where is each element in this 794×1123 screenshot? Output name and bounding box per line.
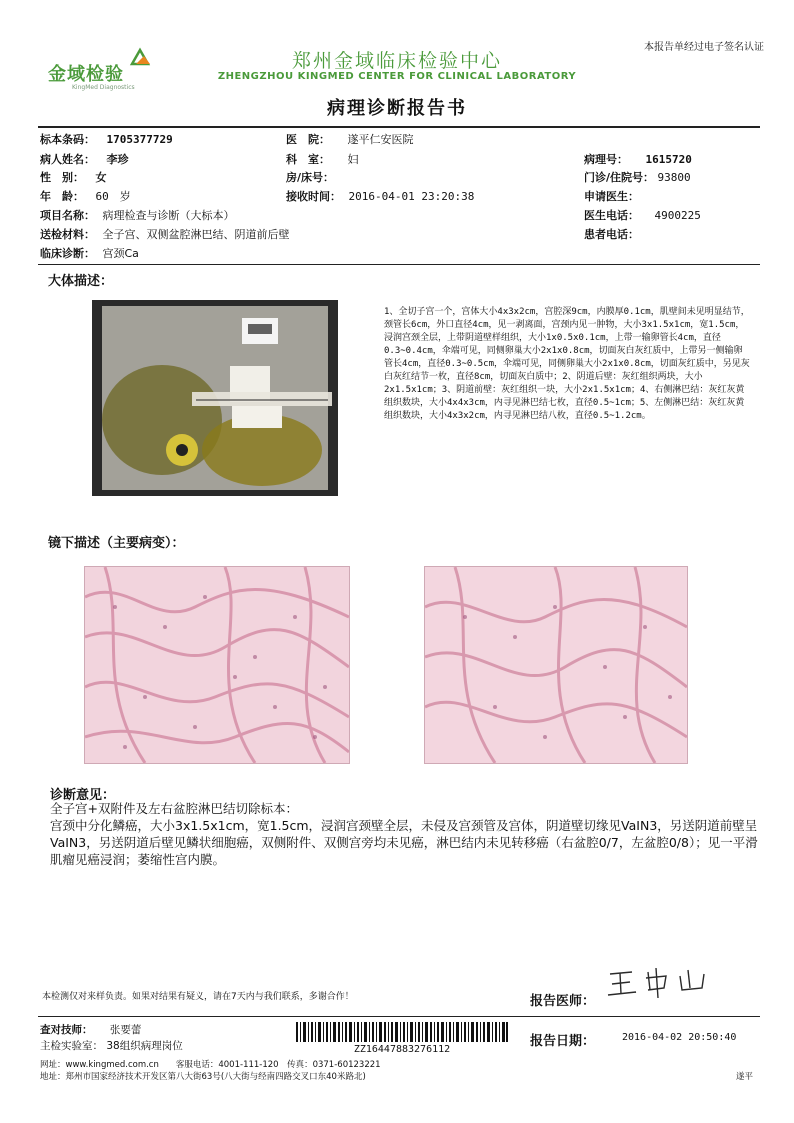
age-label: 年 龄： <box>40 190 84 203</box>
pathology-no-value: 1615720 <box>645 153 692 166</box>
sex-value: 女 <box>95 171 107 184</box>
barcode-number: ZZ16447883276112 <box>353 1044 451 1055</box>
logo-subtext: KingMed Diagnostics <box>72 84 135 91</box>
patient-row <box>40 152 129 168</box>
material-row <box>40 227 290 243</box>
lab-label: 主检实验室： <box>40 1040 103 1052</box>
sample-code-value: 1705377729 <box>106 133 173 146</box>
doctor-phone-value: 4900225 <box>654 209 701 222</box>
received-label: 接收时间： <box>286 190 341 203</box>
item-row <box>40 208 235 224</box>
room-label: 房/床号： <box>286 171 335 184</box>
diagnosis-title: 诊断意见： <box>50 788 116 803</box>
doctor-signature <box>606 966 716 1000</box>
received-row <box>286 189 474 205</box>
received-value: 2016-04-01 23:20:38 <box>348 190 475 203</box>
micro-image-right <box>424 566 688 764</box>
dept-label: 科 室： <box>286 153 330 166</box>
sample-code-row <box>40 132 173 148</box>
doctor-phone-row <box>584 208 701 224</box>
item-value: 病理检查与诊断（大标本） <box>102 209 235 222</box>
specimen-bag-image <box>92 300 338 496</box>
hospital-label: 医 院： <box>286 133 330 146</box>
micro-image-left <box>84 566 350 764</box>
histology-image-left <box>85 567 349 763</box>
material-label: 送检材料： <box>40 228 95 241</box>
center-name-cn: 郑州金域临床检验中心 <box>291 50 502 72</box>
pathology-no-row <box>584 152 692 168</box>
header-divider <box>38 126 760 128</box>
report-date-label: 报告日期： <box>530 1034 596 1049</box>
pathology-no-label: 病理号： <box>584 153 628 166</box>
hospital-value: 遂平仁安医院 <box>347 133 414 146</box>
checker-value: 张要蕾 <box>109 1024 142 1036</box>
dept-value: 妇 <box>347 153 359 166</box>
sex-row <box>40 170 107 186</box>
clinical-row <box>40 246 139 262</box>
applicant-row <box>584 189 639 205</box>
sex-label: 性 别： <box>40 171 84 184</box>
website-line: 网址：www.kingmed.com.cn 客服电话：4001-111-120 传真：0371-60123221 <box>40 1060 381 1070</box>
disclaimer: 本检测仅对来样负责。如果对结果有疑义，请在7天内与我们联系，多谢合作！ <box>42 992 354 1002</box>
dept-row <box>286 152 359 168</box>
patient-value: 李珍 <box>106 153 129 166</box>
footer-divider <box>38 1016 760 1017</box>
room-row <box>286 170 334 186</box>
outpatient-label: 门诊/住院号： <box>584 171 655 184</box>
applicant-label: 申请医生： <box>584 190 639 203</box>
logo-text: 金域检验 <box>48 64 124 85</box>
checker-label: 查对技师： <box>40 1024 93 1036</box>
micro-title: 镜下描述（主要病变）： <box>48 536 185 551</box>
outpatient-value: 93800 <box>657 171 691 184</box>
info-divider <box>38 264 760 265</box>
center-name-en: ZHENGZHOU KINGMED CENTER FOR CLINICAL LABORATORY <box>217 71 577 82</box>
address-line: 地址：郑州市国家经济技术开发区第八大街63号(八大街与经南四路交叉口东40米路北) <box>40 1072 366 1082</box>
report-title: 病理诊断报告书 <box>327 98 467 119</box>
clinical-label: 临床诊断： <box>40 247 95 260</box>
report-date-value: 2016-04-02 20:50:40 <box>622 1032 737 1043</box>
patient-phone-row <box>584 227 639 243</box>
checker-row <box>40 1022 141 1037</box>
specimen-photo <box>92 300 338 496</box>
report-doctor-label: 报告医师： <box>530 994 596 1009</box>
sample-code-label: 标本条码： <box>40 133 95 146</box>
age-row <box>40 189 131 205</box>
signature-note: 本报告单经过电子签名认证 <box>644 42 764 53</box>
patient-phone-label: 患者电话： <box>584 228 639 241</box>
item-label: 项目名称： <box>40 209 95 222</box>
gross-description: 1、全切子宫一个，宫体大小4x3x2cm，宫腔深9cm，内膜厚0.1cm，肌壁间未见明显结节，颈管长6cm，外口直径4cm，见一剥离面，宫颈内见一肿物，大小3x1.5x1cm，宽1.5cm，浸润宫颈全层，上带阴道壁样组织，大小1x0.5x0.1cm，上带一输卵管长4cm，直径0.3~0.4cm，伞端可见，同侧卵巢大小2x1x0.8cm，切面灰白灰红质中，上带另一侧输卵管长4cm，直径0.3~0.5cm，伞端可见，同侧卵巢大小2x1x0.8cm，切面灰红质中，另见灰白灰红结节一枚，直径8cm，切面灰白质中；2、阴道后壁：灰红组织两块，大小2x1.5x1cm；3、阴道前壁：灰红组织一块，大小2x1.5x1cm；4、右侧淋巴结：灰红灰黄组织数块，大小4x4x3cm，内寻见淋巴结七枚，直径0.5~1cm；5、左侧淋巴结：灰红灰黄组织数块，大小4x3x2cm，内寻见淋巴结八枚，直径0.5~1.2cm。 <box>384 307 750 421</box>
patient-label: 病人姓名： <box>40 153 95 166</box>
barcode-icon <box>296 1022 508 1042</box>
outpatient-row <box>584 170 691 186</box>
lab-value: 38组织病理岗位 <box>106 1040 183 1052</box>
age-value: 60 岁 <box>95 190 131 203</box>
diagnosis-line-1: 全子宫+双附件及左右盆腔淋巴结切除标本： <box>50 801 298 816</box>
corner-mark: 遂平 <box>736 1072 754 1082</box>
diagnosis-line-2: 宫颈中分化鳞癌，大小3x1.5x1cm，宽1.5cm，浸润宫颈壁全层，未侵及宫颈管及宫体，阴道壁切缘见VaIN3，另送阴道前壁呈VaIN3，另送阴道后壁见鳞状细胞癌，双侧附件、双侧宫旁均未见癌，淋巴结内未见转移癌（右盆腔0/7，左盆腔0/8）；见一平滑肌瘤见癌浸润；萎缩性宫内膜。 <box>50 818 758 867</box>
clinical-value: 宫颈Ca <box>102 247 139 260</box>
doctor-phone-label: 医生电话： <box>584 209 639 222</box>
gross-title: 大体描述： <box>48 274 114 289</box>
lab-row <box>40 1038 183 1053</box>
hospital-row <box>286 132 414 148</box>
histology-image-right <box>425 567 687 763</box>
material-value: 全子宫、双侧盆腔淋巴结、阴道前后壁 <box>102 228 290 241</box>
diagnosis-body <box>50 800 760 868</box>
